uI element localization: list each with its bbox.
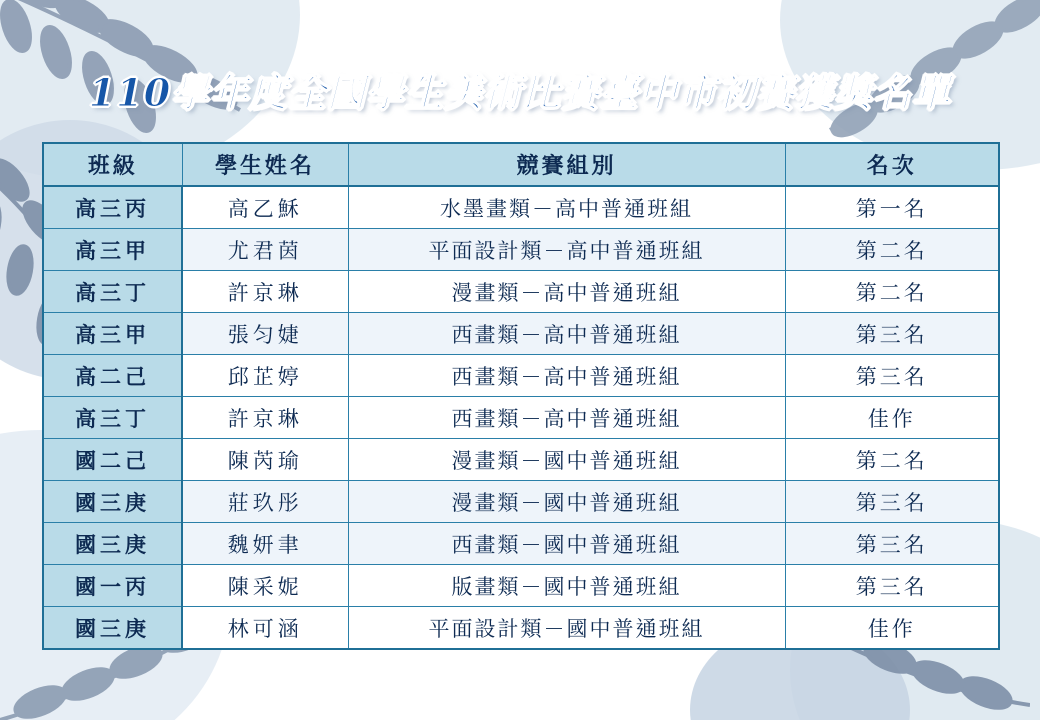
column-header-student-name: 學生姓名 [182,143,348,186]
cell-rank: 第一名 [785,186,999,229]
cell-student-name: 陳采妮 [182,565,348,607]
cell-rank: 第三名 [785,565,999,607]
column-header-competition-group: 競賽組別 [348,143,785,186]
cell-student-name: 張匀婕 [182,313,348,355]
cell-class: 國三庚 [43,523,182,565]
cell-class: 高二己 [43,355,182,397]
cell-competition-group: 漫畫類－國中普通班組 [348,439,785,481]
cell-student-name: 林可涵 [182,607,348,650]
award-table-container [42,142,998,650]
cell-class: 國三庚 [43,607,182,650]
table-row [43,523,999,565]
cell-rank: 第二名 [785,229,999,271]
cell-student-name: 高乙穌 [182,186,348,229]
cell-rank: 佳作 [785,397,999,439]
cell-rank: 第三名 [785,313,999,355]
table-row [43,271,999,313]
cell-class: 高三丙 [43,186,182,229]
award-list-table [42,142,1000,650]
cell-class: 高三甲 [43,229,182,271]
cell-competition-group: 西畫類－高中普通班組 [348,397,785,439]
cell-rank: 第二名 [785,271,999,313]
table-row [43,355,999,397]
cell-student-name: 陳芮瑜 [182,439,348,481]
cell-rank: 第三名 [785,523,999,565]
cell-class: 國一丙 [43,565,182,607]
table-row [43,397,999,439]
cell-competition-group: 水墨畫類－高中普通班組 [348,186,785,229]
cell-rank: 佳作 [785,607,999,650]
cell-class: 國二己 [43,439,182,481]
table-row [43,439,999,481]
table-row [43,481,999,523]
cell-competition-group: 西畫類－高中普通班組 [348,313,785,355]
cell-competition-group: 平面設計類－高中普通班組 [348,229,785,271]
cell-student-name: 莊玖彤 [182,481,348,523]
cell-competition-group: 平面設計類－國中普通班組 [348,607,785,650]
cell-student-name: 尤君茵 [182,229,348,271]
column-header-rank: 名次 [785,143,999,186]
table-row [43,607,999,650]
cell-rank: 第三名 [785,355,999,397]
table-row [43,313,999,355]
column-header-class: 班級 [43,143,182,186]
slide-title: 110學年度全國學生美術比賽臺中市初賽獲獎名單 [88,70,952,115]
cell-competition-group: 西畫類－高中普通班組 [348,355,785,397]
cell-competition-group: 版畫類－國中普通班組 [348,565,785,607]
cell-class: 高三丁 [43,397,182,439]
cell-class: 高三甲 [43,313,182,355]
cell-competition-group: 漫畫類－國中普通班組 [348,481,785,523]
table-header-row [43,143,999,186]
cell-rank: 第二名 [785,439,999,481]
cell-rank: 第三名 [785,481,999,523]
table-row [43,186,999,229]
cell-competition-group: 漫畫類－高中普通班組 [348,271,785,313]
cell-class: 國三庚 [43,481,182,523]
cell-student-name: 魏妍聿 [182,523,348,565]
cell-class: 高三丁 [43,271,182,313]
cell-student-name: 許京琳 [182,271,348,313]
cell-student-name: 邱芷婷 [182,355,348,397]
cell-competition-group: 西畫類－國中普通班組 [348,523,785,565]
table-row [43,565,999,607]
table-row [43,229,999,271]
cell-student-name: 許京琳 [182,397,348,439]
